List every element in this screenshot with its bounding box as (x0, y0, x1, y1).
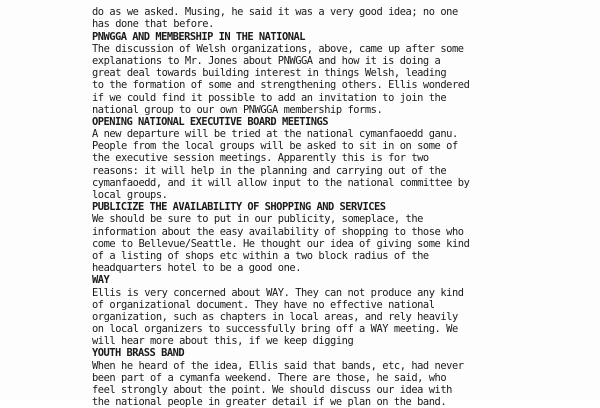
text-line: of organizational document. They have no effective national (92, 298, 435, 311)
text-line: if we could find it possible to add an invitation to join the (92, 91, 447, 104)
text-line: headquarters hotel to be a good one. (92, 262, 302, 275)
section-heading: OPENING NATIONAL EXECUTIVE BOARD MEETINGS (92, 115, 328, 128)
text-line: national group to our own PNWGGA membership forms. (92, 103, 383, 116)
text-line: been part of a cymanfa weekend. There are those, he said, who (92, 371, 447, 384)
text-line: People from the local groups will be asked to sit in on some of (92, 140, 458, 153)
section-heading: WAY (92, 274, 110, 287)
section-board-meetings (92, 116, 512, 201)
text-line: explanations to Mr. Jones about PNWGGA and how it is doing a (92, 54, 441, 67)
text-line: great deal towards building interest in things Welsh, leading (92, 67, 447, 80)
text-line: feel strongly about the point. We should discuss our idea with (92, 384, 452, 396)
text-line: information about the easy availability of shopping to those who (92, 225, 464, 238)
text-line: come to Bellevue/Seattle. He thought our idea of giving some kind (92, 237, 470, 250)
text-line: do as we asked. Musing, he said it was a very good idea; no one (92, 6, 458, 19)
text-line: The discussion of Welsh organizations, above, came up after some (92, 42, 464, 55)
text-line: Ellis is very concerned about WAY. They can not produce any kind (92, 286, 464, 299)
section-membership (92, 31, 512, 116)
text-line: local groups. (92, 189, 168, 201)
text-line: on local organizers to successfully bring off a WAY meeting. We (92, 323, 458, 336)
text-line: of a listing of shops etc within a two block radius of the (92, 249, 429, 262)
text-line: the executive session meetings. Apparently this is for two (92, 152, 429, 165)
section-brass-band (92, 347, 512, 408)
text-line: will hear more about this, if we keep digging (92, 335, 354, 348)
text-line: cymanfaoedd, and it will allow input to the national committee by (92, 176, 470, 189)
section-heading: YOUTH BRASS BAND (92, 347, 185, 360)
text-line: organization, such as chapters in local areas, and rely heavily (92, 310, 458, 323)
section-heading: PUBLICIZE THE AVAILABILITY OF SHOPPING AND SERVICES (92, 201, 386, 214)
text-line: A new departure will be tried at the national cymanfaoedd ganu. (92, 128, 458, 141)
document-text (92, 0, 512, 408)
section-way (92, 274, 512, 347)
text-line: When he heard of the idea, Ellis said that bands, etc, had never (92, 359, 464, 372)
section-intro (92, 0, 512, 31)
section-heading: PNWGGA AND MEMBERSHIP IN THE NATIONAL (92, 30, 305, 43)
section-shopping (92, 201, 512, 274)
text-line: has done that before. (92, 18, 214, 31)
text-line: We should be sure to put in our publicity, someplace, the (92, 213, 423, 226)
text-line: reasons: it will help in the planning and carrying out of the (92, 164, 447, 177)
text-line: the national people in greater detail if we plan on the band. (92, 396, 447, 408)
text-line: to the formation of some and strengthening others. Ellis wondered (92, 79, 470, 92)
